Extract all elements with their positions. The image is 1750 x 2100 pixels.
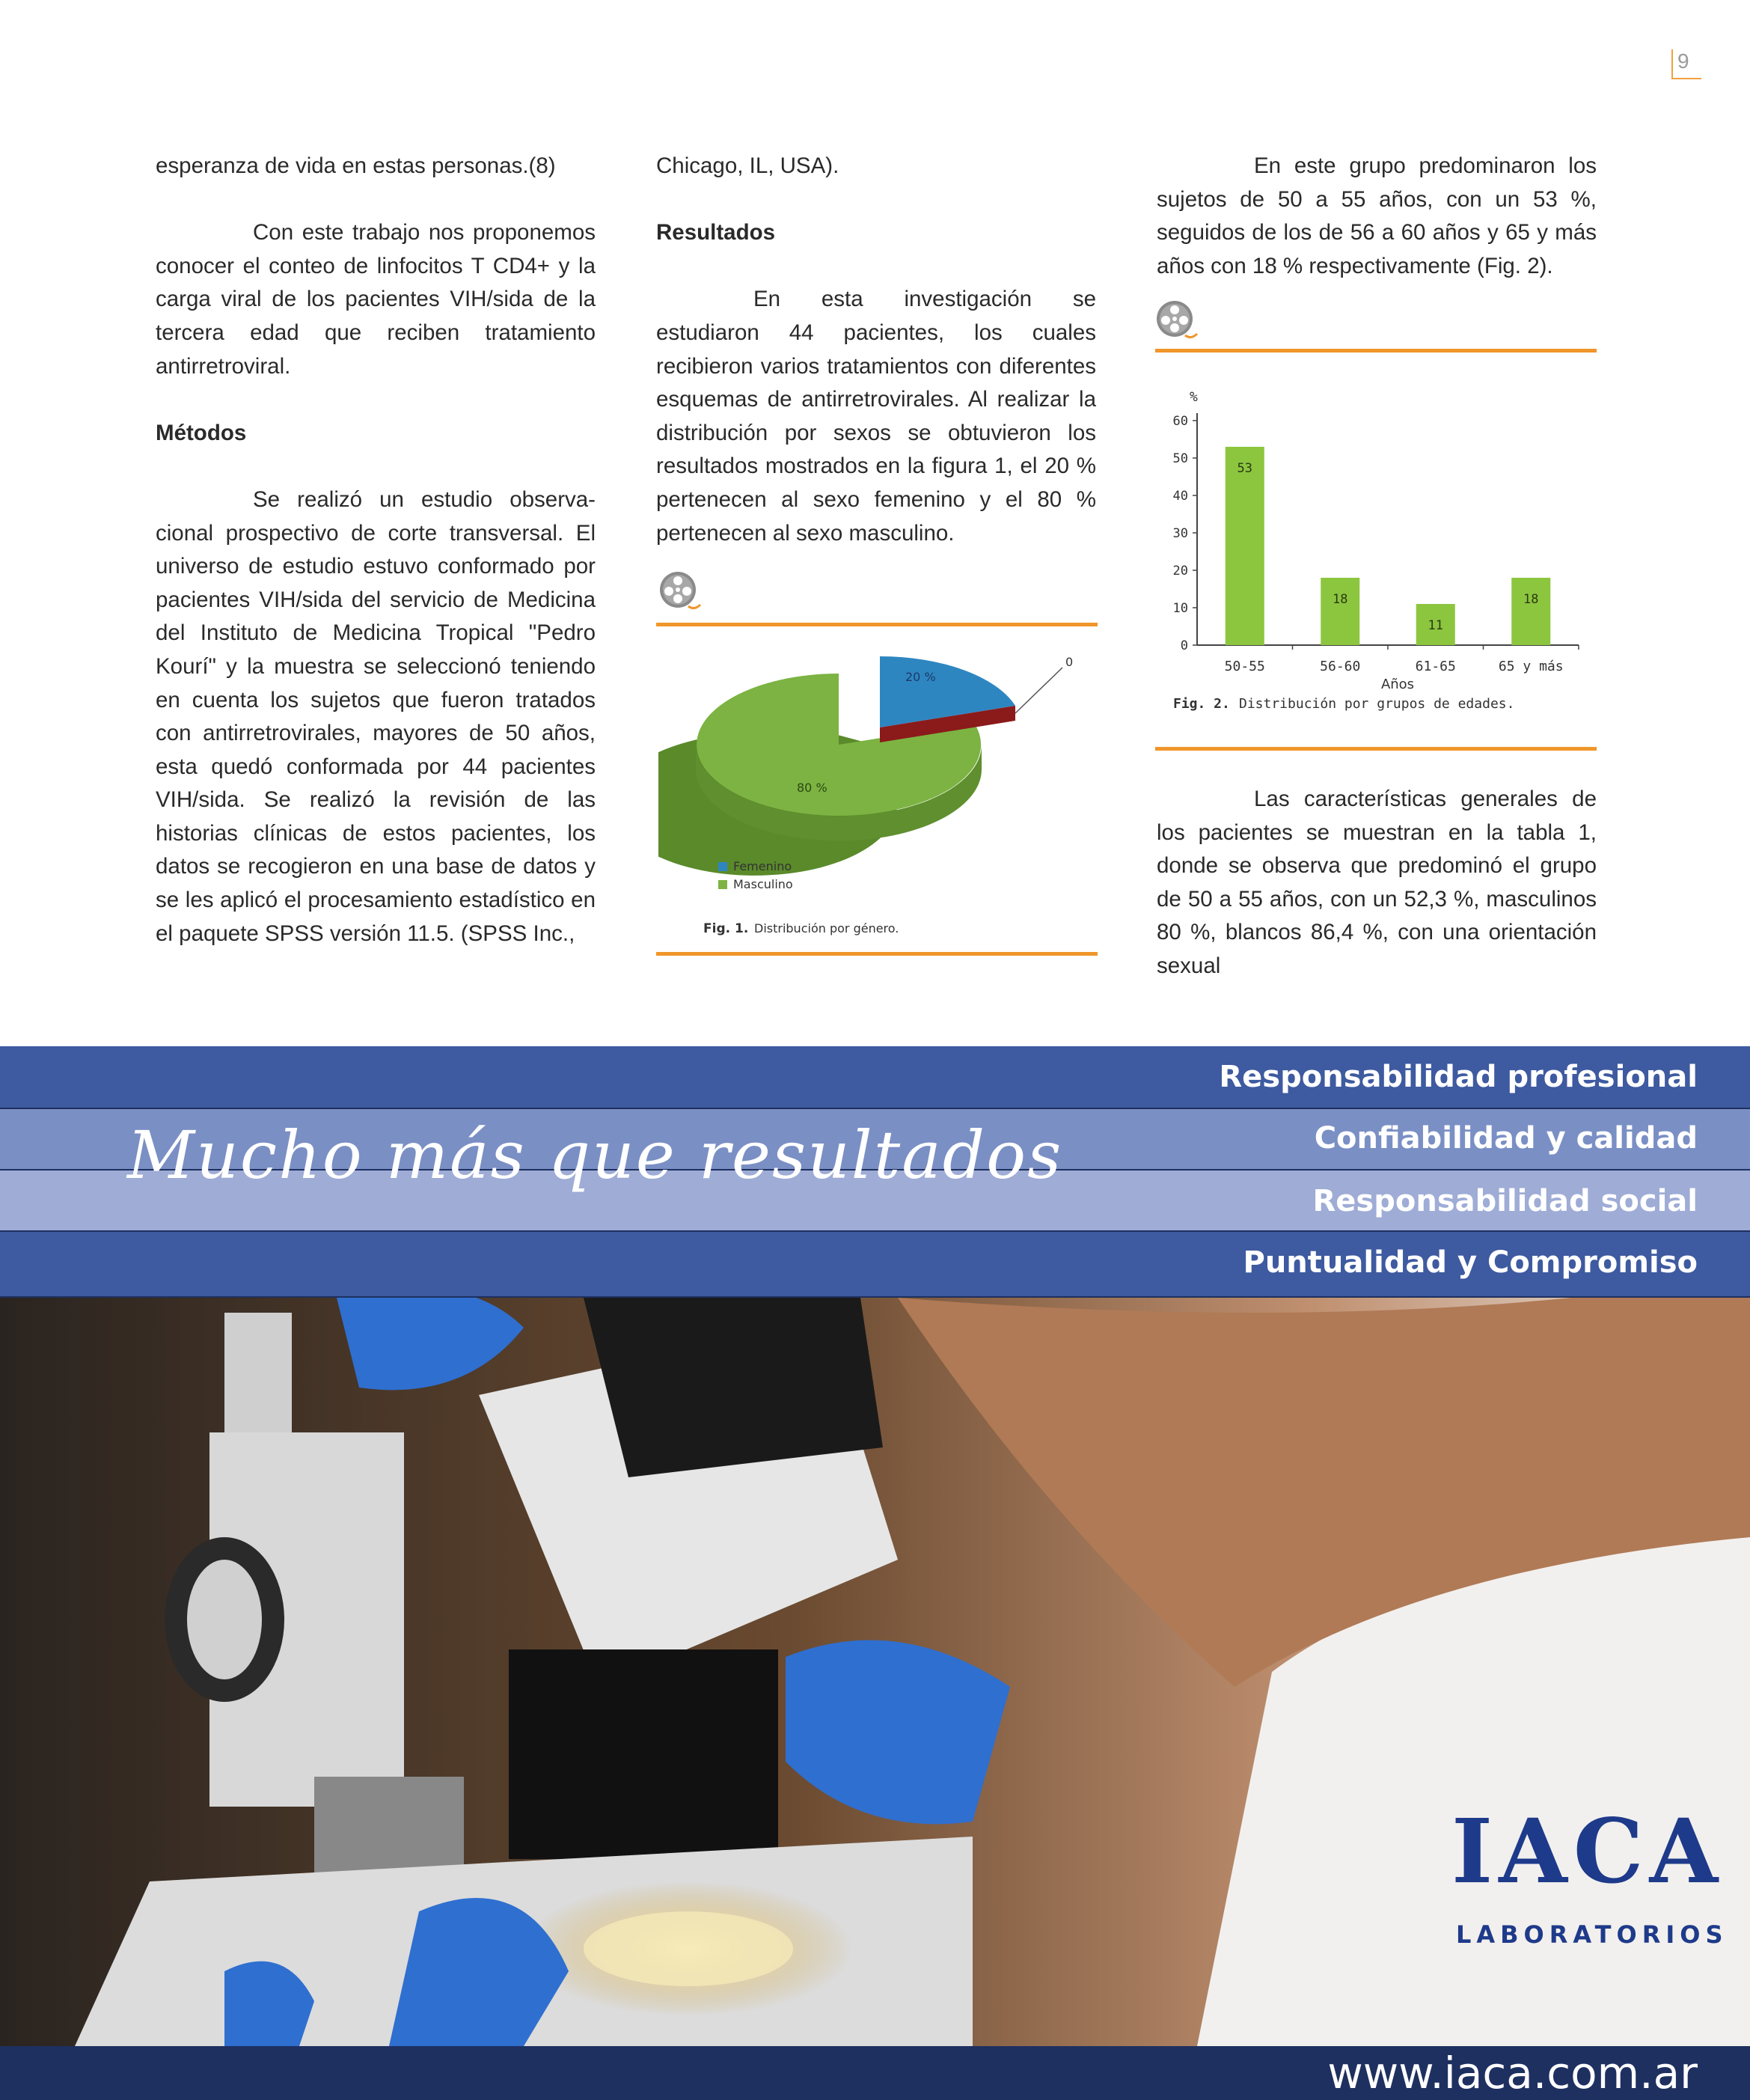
x-tick-label: 56-60 [1320, 659, 1361, 674]
ad-slogan: Mucho más que resultados [127, 1117, 1063, 1194]
iaca-logo-subtitle: LABORATORIOS [1456, 1920, 1728, 1949]
paragraph: esperanza de vida en estas personas.(8) [156, 153, 556, 178]
divider [656, 952, 1098, 956]
fig1-caption-text: Distribución por género. [754, 921, 899, 935]
y-tick-label: 10 [1172, 601, 1188, 616]
pie-label-masculino: 80 % [797, 781, 827, 795]
bar-data-label: 53 [1237, 461, 1252, 476]
paragraph: Se realizó un estudio observa-cional prospectivo de corte transversal. El universo de estudio estuvo conformado por pacientes VIH/sida del servicio de Medicina del Instituto de Medicina Tropical "Pedro Kourí" y la muestra se seleccionó teniendo en cuenta los sujetos que fueron tratados con antirretrovirales, mayores de 50 años, esta quedó conformada por 44 pacientes VIH/sida. Se realizó la revisión de las historias clínicas de estos pacientes, los datos se recogieron en una base de datos y se les aplicó el procesamiento estadístico en el paquete SPSS versión 11.5. (SPSS Inc., [156, 486, 596, 946]
legend-masculino: Masculino [733, 877, 793, 891]
y-tick-label: 40 [1172, 489, 1188, 504]
paragraph: En este grupo predominaron los sujetos de 50 a 55 años, con un 53 %, seguidos de los de 56 a 60 años y 65 y más años con 18 % respectivamente (Fig. 2). [1157, 153, 1597, 278]
bar-56-60 [1321, 578, 1359, 645]
advertisement-iaca [0, 1046, 1750, 2100]
x-axis-label: Años [1380, 677, 1415, 692]
y-tick-label: 30 [1172, 526, 1188, 541]
fig2-caption-text: Distribución por grupos de edades. [1239, 696, 1515, 712]
legend-swatch-masculino [718, 880, 727, 889]
ad-line-responsabilidad-social: Responsabilidad social [1312, 1184, 1698, 1218]
film-reel-icon [658, 569, 703, 614]
paragraph: Las características generales de los pacientes se muestran en la tabla 1, donde se observa que predominó el grupo de 50 a 55 años, con un 52,3 %, masculinos 80 %, blancos 86,4 %, con una orientación sexual [1157, 787, 1597, 978]
pie-label-zero: 0 [1065, 655, 1074, 669]
ad-line-responsabilidad-profesional: Responsabilidad profesional [1219, 1060, 1698, 1094]
y-tick-label: 0 [1180, 638, 1188, 653]
legend-swatch-femenino [718, 862, 727, 871]
iaca-logo-text: IACA [1451, 1799, 1725, 1903]
column-right-lower [1157, 783, 1597, 983]
bar-chart-age-groups [1157, 382, 1598, 726]
x-tick-label: 61-65 [1415, 659, 1456, 674]
y-tick-label: 50 [1172, 451, 1188, 466]
pie-label-femenino: 20 % [905, 670, 936, 684]
divider [1155, 349, 1597, 352]
film-reel-icon [1155, 298, 1200, 343]
divider [1155, 747, 1597, 751]
bar-data-label: 18 [1333, 592, 1348, 607]
legend-femenino: Femenino [733, 859, 792, 873]
ad-line-puntualidad: Puntualidad y Compromiso [1243, 1245, 1698, 1280]
column-left [156, 150, 596, 950]
y-tick-label: 60 [1172, 414, 1188, 429]
section-heading-resultados: Resultados [656, 220, 776, 245]
fig1-caption-label: Fig. 1. [703, 921, 749, 936]
column-right [1157, 150, 1597, 283]
page-number: 9 [1671, 49, 1701, 79]
column-middle [656, 150, 1096, 550]
paragraph: En esta investigación se estudiaron 44 pacientes, los cuales recibieron varios tratamientos con diferentes esquemas de antirretrovirales. Al realizar la distribución por sexos se obtuvieron los resultados mostrados en la figura 1, el 20 % pertenecen al sexo femenino y el 80 % pertenecen al sexo masculino. [656, 287, 1096, 546]
x-tick-label: 50-55 [1224, 659, 1265, 674]
bar-50-55 [1226, 447, 1264, 645]
x-tick-label: 65 y más [1498, 659, 1564, 674]
paragraph: Con este trabajo nos proponemos conocer el conteo de linfocitos T CD4+ y la carga viral de los pacientes VIH/sida de la tercera edad que reciben tratamiento antirretroviral. [156, 220, 596, 379]
bar-65 y más [1511, 578, 1550, 645]
divider [656, 623, 1098, 626]
y-tick-label: 20 [1172, 564, 1188, 579]
pie-chart-gender [658, 636, 1100, 943]
fig2-caption-label: Fig. 2. [1173, 696, 1230, 712]
bar-data-label: 11 [1428, 618, 1443, 633]
ad-website-link[interactable]: www.iaca.com.ar [1327, 2048, 1698, 2099]
section-heading-metodos: Métodos [156, 420, 247, 445]
y-axis-label: % [1190, 389, 1198, 405]
bar-data-label: 18 [1523, 592, 1539, 607]
paragraph: Chicago, IL, USA). [656, 153, 839, 178]
ad-line-confiabilidad: Confiabilidad y calidad [1314, 1121, 1698, 1156]
